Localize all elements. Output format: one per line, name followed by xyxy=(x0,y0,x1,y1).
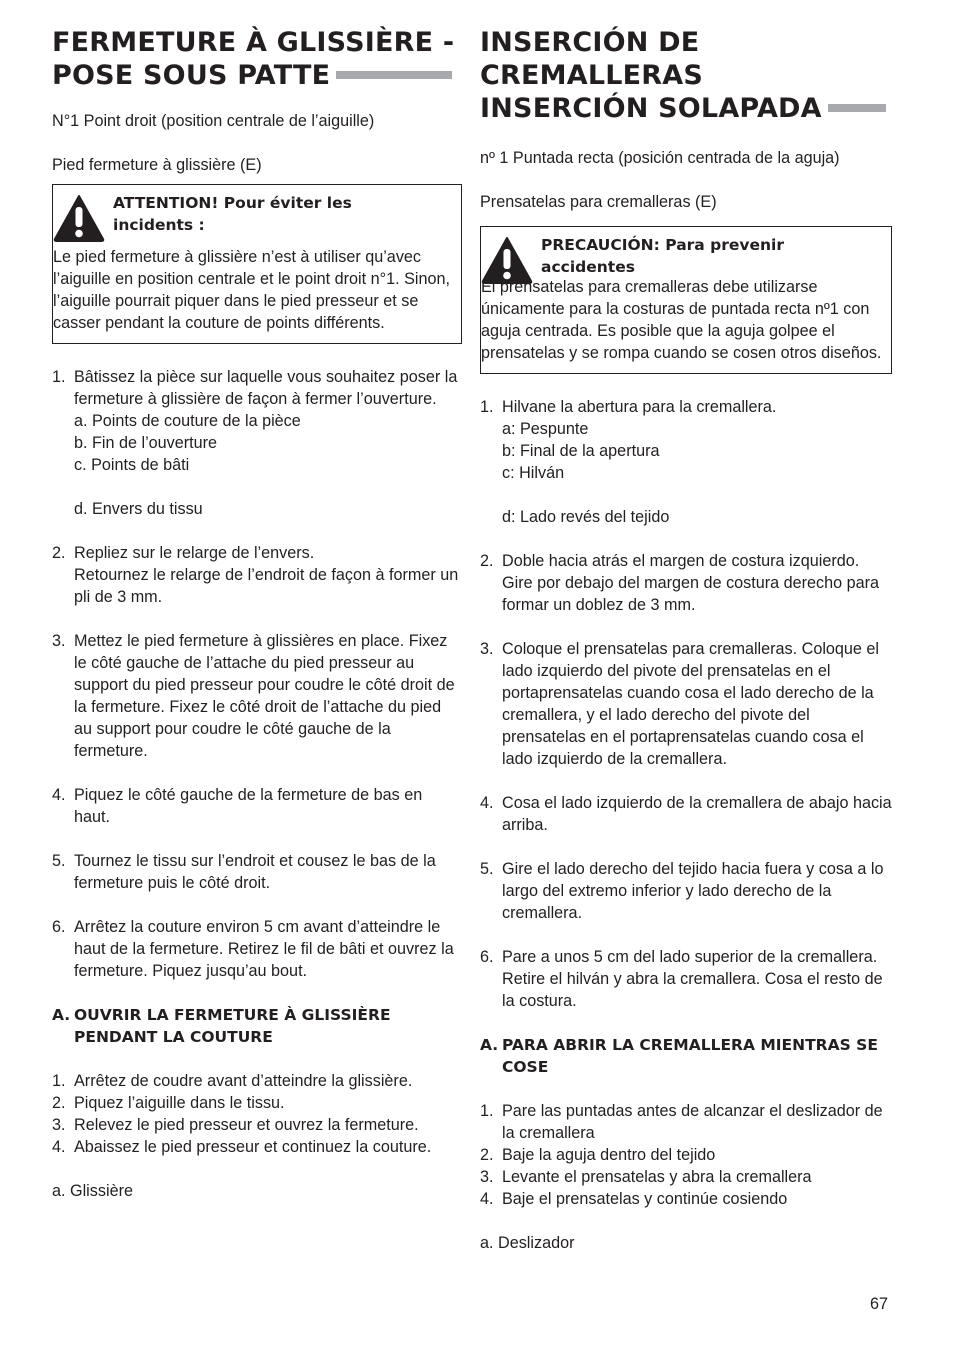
step-text: Baje el prensatelas y continúe cosiendo xyxy=(502,1190,788,1208)
step-body xyxy=(502,396,892,528)
step-sub-c: c. Points de bâti xyxy=(74,456,190,474)
spanish-steps xyxy=(480,396,892,1012)
spanish-column xyxy=(480,26,892,1254)
step-text: Relevez le pied presseur et ouvrez la fermeture. xyxy=(74,1116,419,1134)
french-title-line-1: FERMETURE À GLISSIÈRE - xyxy=(52,27,455,58)
spanish-section-heading xyxy=(480,1034,892,1078)
french-stitch-setting: N°1 Point droit (position centrale de l’aiguille) xyxy=(52,112,375,130)
step-number: 5. xyxy=(480,860,494,878)
step-number: 1. xyxy=(480,1102,494,1120)
title-rule xyxy=(828,104,886,112)
section-title: OUVRIR LA FERMETURE À GLISSIÈRE PENDANT LA COUTURE xyxy=(74,1006,391,1046)
section-title: PARA ABRIR LA CREMALLERA MIENTRAS SE COSE xyxy=(502,1036,878,1076)
step-text: Tournez le tissu sur l’endroit et cousez le bas de la fermeture puis le côté droit. xyxy=(74,852,436,892)
french-step-4 xyxy=(52,784,462,828)
step-number: 3. xyxy=(52,1116,66,1134)
step-number: 1. xyxy=(480,398,494,416)
french-title-line-2 xyxy=(52,59,462,92)
spanish-sub-step-1 xyxy=(480,1100,892,1144)
spanish-sub-step-2 xyxy=(480,1144,892,1166)
french-step-5 xyxy=(52,850,462,894)
step-text: Repliez sur le relarge de l’envers. xyxy=(74,544,315,562)
step-text: Levante el prensatelas y abra la cremallera xyxy=(502,1168,812,1186)
step-sub-d: d. Envers du tissu xyxy=(74,500,203,518)
step-text: Mettez le pied fermeture à glissières en place. Fixez le côté gauche de l’attache du pied presseur au support du pied presseur pour coudre le côté droit de la fermeture. Fixez le côté droit de l’attache du pied au support pour coudre le côté gauche de la fermeture. xyxy=(74,632,455,760)
french-sub-step-4 xyxy=(52,1136,462,1158)
spanish-stitch-setting: nº 1 Puntada recta (posición centrada de la aguja) xyxy=(480,149,840,167)
step-text: Piquez le côté gauche de la fermeture de bas en haut. xyxy=(74,786,423,826)
step-text: Coloque el prensatelas para cremalleras. Coloque el lado izquierdo del pivote del prensatelas en el portaprensatelas cuando cosa el lado derecho de la cremallera, y el lado derecho del pivote del prensatelas en el portaprensatelas cuando cosa el lado izquierdo de la cremallera. xyxy=(502,640,880,768)
step-number: 2. xyxy=(52,544,66,562)
step-text: Pare a unos 5 cm del lado superior de la cremallera. Retire el hilván y abra la cremallera. Cosa el resto de la costura. xyxy=(502,948,883,1010)
spanish-warning-title-line-2: accidentes xyxy=(541,258,635,276)
step-number: 3. xyxy=(480,640,494,658)
spanish-step-4 xyxy=(480,792,892,836)
spanish-presser-foot: Prensatelas para cremalleras (E) xyxy=(480,193,717,211)
spanish-sub-step-4 xyxy=(480,1188,892,1210)
step-sub-a: a. Points de couture de la pièce xyxy=(74,412,301,430)
step-number: 3. xyxy=(480,1168,494,1186)
section-letter: A. xyxy=(52,1006,71,1024)
step-body xyxy=(502,550,892,616)
step-number: 5. xyxy=(52,852,66,870)
step-text: Gire el lado derecho del tejido hacia fuera y cosa a lo largo del extremo inferior y lado derecho de la cremallera. xyxy=(502,860,884,922)
french-step-6 xyxy=(52,916,462,982)
step-number: 4. xyxy=(480,1190,494,1208)
step-number: 1. xyxy=(52,368,66,386)
french-sub-step-1 xyxy=(52,1070,462,1092)
step-sub-d: d: Lado revés del tejido xyxy=(502,508,670,526)
step-number: 3. xyxy=(52,632,66,650)
step-sub: Retournez le relarge de l’endroit de façon à former un pli de 3 mm. xyxy=(74,566,459,606)
french-warning-title xyxy=(113,192,352,236)
spanish-warning-title-line-1: PRECAUCIÓN: Para prevenir xyxy=(541,236,785,254)
step-sub-b: b. Fin de l’ouverture xyxy=(74,434,218,452)
french-sub-step-3 xyxy=(52,1114,462,1136)
step-sub-a: a: Pespunte xyxy=(502,420,589,438)
spanish-step-5 xyxy=(480,858,892,924)
step-text: Arrêtez la couture environ 5 cm avant d’atteindre le haut de la fermeture. Retirez le fil de bâti et ouvrez la fermeture. Piquez jusqu’au bout. xyxy=(74,918,454,980)
step-text: Piquez l’aiguille dans le tissu. xyxy=(74,1094,285,1112)
spanish-step-3 xyxy=(480,638,892,770)
spanish-title xyxy=(480,26,892,125)
french-warning-text: Le pied fermeture à glissière n’est à utiliser qu’avec l’aiguille en position centrale et le point droit n°1. Sinon, l’aiguille pourrait piquer dans le pied presseur et se casser pendant la couture de points différents. xyxy=(53,248,451,332)
step-text: Cosa el lado izquierdo de la cremallera de abajo hacia arriba. xyxy=(502,794,892,834)
french-warning-header xyxy=(53,192,455,242)
step-sub-b: b: Final de la apertura xyxy=(502,442,660,460)
spanish-warning-text: El prensatelas para cremalleras debe utilizarse únicamente para la costuras de puntada recta nº1 con aguja centrada. Es posible que la aguja golpee el prensatelas y se rompa cuando se cosen otros diseños. xyxy=(481,278,882,362)
french-step-1 xyxy=(52,366,462,520)
step-number: 2. xyxy=(52,1094,66,1112)
french-legend: a. Glissière xyxy=(52,1182,133,1200)
step-text: Doble hacia atrás el margen de costura izquierdo. xyxy=(502,552,860,570)
section-letter: A. xyxy=(480,1036,499,1054)
spanish-sub-step-3 xyxy=(480,1166,892,1188)
step-text: Arrêtez de coudre avant d’atteindre la glissière. xyxy=(74,1072,413,1090)
step-text: Baje la aguja dentro del tejido xyxy=(502,1146,716,1164)
french-step-2 xyxy=(52,542,462,608)
spanish-warning-title xyxy=(541,234,784,278)
french-sub-step-2 xyxy=(52,1092,462,1114)
step-text: Abaissez le pied presseur et continuez la couture. xyxy=(74,1138,432,1156)
spanish-title-line-3 xyxy=(480,92,892,125)
spanish-legend: a. Deslizador xyxy=(480,1234,575,1252)
step-text: Hilvane la abertura para la cremallera. xyxy=(502,398,777,416)
step-number: 6. xyxy=(52,918,66,936)
french-presser-foot: Pied fermeture à glissière (E) xyxy=(52,156,262,174)
spanish-title-line-3-text: INSERCIÓN SOLAPADA xyxy=(480,93,822,124)
step-sub-c: c: Hilván xyxy=(502,464,565,482)
step-body xyxy=(74,366,462,520)
french-section-heading xyxy=(52,1004,462,1048)
step-number: 4. xyxy=(52,1138,66,1156)
step-number: 4. xyxy=(52,786,66,804)
spanish-title-line-2: CREMALLERAS xyxy=(480,60,703,91)
step-text: Bâtissez la pièce sur laquelle vous souhaitez poser la fermeture à glissière de façon à fermer l’ouverture. xyxy=(74,368,458,408)
step-body xyxy=(74,542,462,608)
spanish-step-2 xyxy=(480,550,892,616)
french-sub-steps xyxy=(52,1070,462,1158)
step-number: 4. xyxy=(480,794,494,812)
step-number: 6. xyxy=(480,948,494,966)
warning-triangle-icon xyxy=(53,194,105,242)
french-warning-title-line-1: ATTENTION! Pour éviter les xyxy=(113,194,352,212)
spanish-title-line-1: INSERCIÓN DE xyxy=(480,27,700,58)
step-sub: Gire por debajo del margen de costura derecho para formar un doblez de 3 mm. xyxy=(502,574,880,614)
french-warning-title-line-2: incidents : xyxy=(113,216,205,234)
spanish-sub-steps xyxy=(480,1100,892,1210)
step-text: Pare las puntadas antes de alcanzar el deslizador de la cremallera xyxy=(502,1102,883,1142)
spanish-step-1 xyxy=(480,396,892,528)
french-title xyxy=(52,26,462,92)
step-number: 2. xyxy=(480,552,494,570)
french-steps xyxy=(52,366,462,982)
step-number: 1. xyxy=(52,1072,66,1090)
french-title-line-2-text: POSE SOUS PATTE xyxy=(52,60,331,91)
spanish-step-6 xyxy=(480,946,892,1012)
spanish-warning-box xyxy=(480,226,892,374)
page-number: 67 xyxy=(869,1295,888,1313)
title-rule xyxy=(336,71,452,79)
step-number: 2. xyxy=(480,1146,494,1164)
french-column xyxy=(52,26,462,1202)
french-warning-box xyxy=(52,184,462,344)
french-step-3 xyxy=(52,630,462,762)
